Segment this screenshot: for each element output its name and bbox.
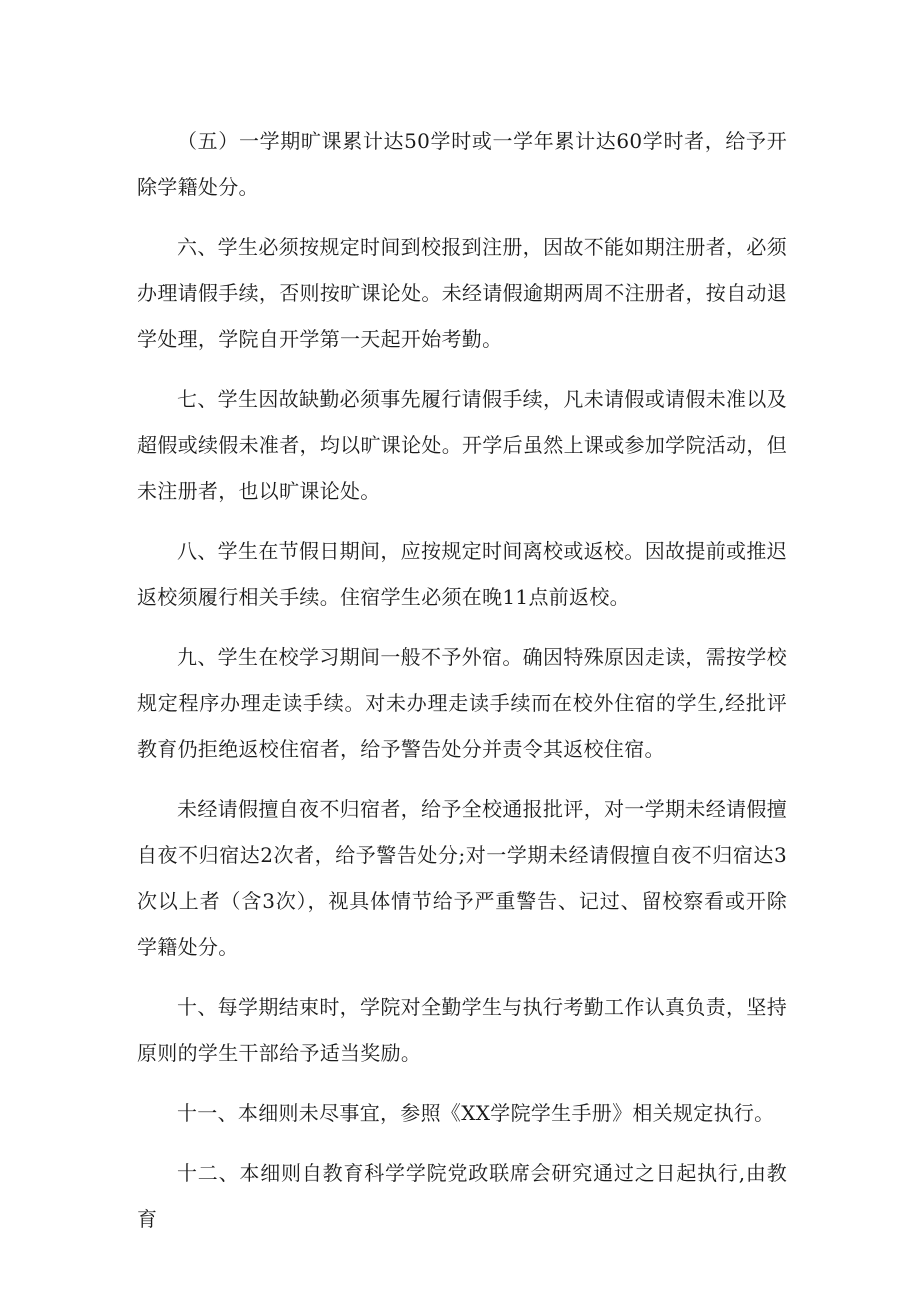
paragraph-article-12-effective: 十二、本细则自教育科学学院党政联席会研究通过之日起执行,由教育 xyxy=(137,1161,787,1231)
document-body xyxy=(137,118,787,1256)
paragraph-article-6-registration: 六、学生必须按规定时间到校报到注册，因故不能如期注册者，必须办理请假手续，否则按旷课论处。未经请假逾期两周不注册者，按自动退学处理，学院自开学第一天起开始考勤。 xyxy=(137,235,787,351)
paragraph-item-5-expulsion: （五）一学期旷课累计达50学时或一学年累计达60学时者，给予开除学籍处分。 xyxy=(137,129,787,199)
paragraph-article-9-lodging: 九、学生在校学习期间一般不予外宿。确因特殊原因走读，需按学校规定程序办理走读手续。对未办理走读手续而在校外住宿的学生,经批评教育仍拒绝返校住宿者，给予警告处分并责令其返校住宿。 xyxy=(137,645,787,761)
paragraph-article-11-reference: 十一、本细则未尽事宜，参照《XX学院学生手册》相关规定执行。 xyxy=(177,1101,775,1125)
paragraph-article-7-leave: 七、学生因故缺勤必须事先履行请假手续，凡未请假或请假未准以及超假或续假未准者，均以旷课论处。开学后虽然上课或参加学院活动，但未注册者，也以旷课论处。 xyxy=(137,387,787,503)
paragraph-overnight-absence: 未经请假擅自夜不归宿者，给予全校通报批评，对一学期未经请假擅自夜不归宿达2次者，给予警告处分;对一学期未经请假擅自夜不归宿达3次以上者（含3次），视具体情节给予严重警告、记过、留校察看或开除学籍处分。 xyxy=(137,797,787,959)
paragraph-article-8-holidays: 八、学生在节假日期间，应按规定时间离校或返校。因故提前或推迟返校须履行相关手续。住宿学生必须在晚11点前返校。 xyxy=(137,539,787,609)
paragraph-article-10-rewards: 十、每学期结束时，学院对全勤学生与执行考勤工作认真负责，坚持原则的学生干部给予适当奖励。 xyxy=(137,995,787,1065)
